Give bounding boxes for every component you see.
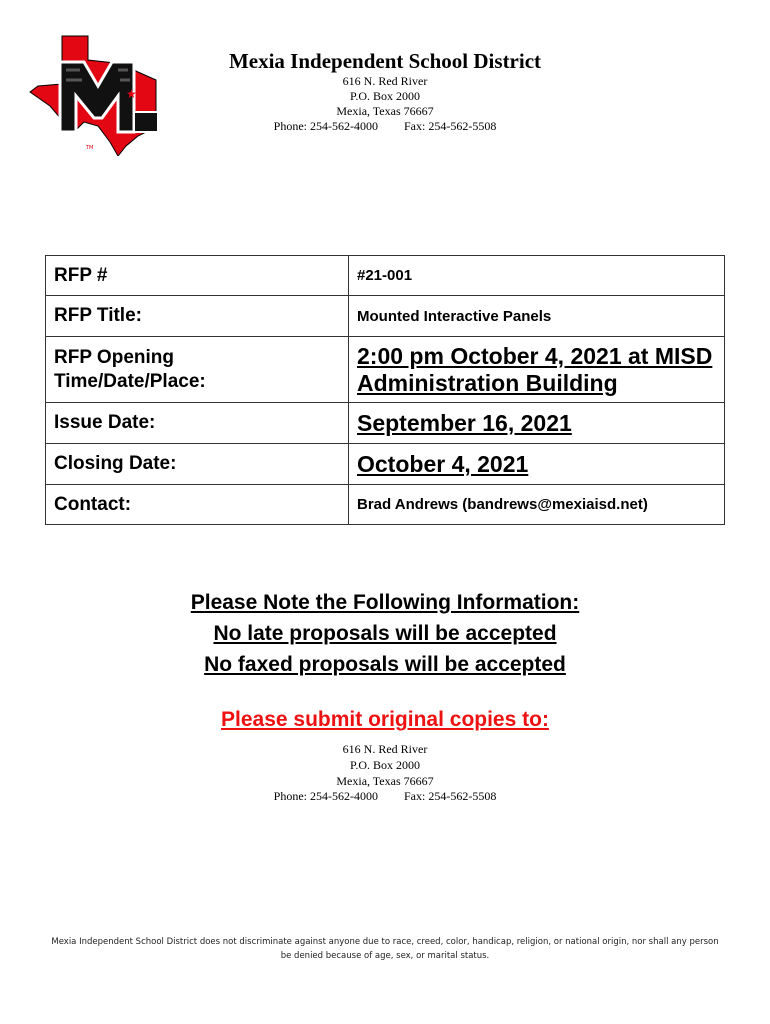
submit-city: Mexia, Texas 76667 (336, 774, 434, 788)
table-row (46, 256, 725, 296)
submit-heading: Please submit original copies to: (221, 708, 549, 731)
rfp-info-table (45, 255, 725, 525)
table-row (46, 296, 725, 337)
notes-heading: Please Note the Following Information: (190, 591, 580, 614)
district-logo (26, 34, 176, 156)
submit-address (0, 741, 770, 804)
header-fax: Fax: 254-562-5508 (404, 119, 497, 133)
footer-line2: be denied because of age, sex, or marital status. (280, 951, 490, 961)
header-contact-row (180, 119, 590, 134)
table-row (46, 403, 725, 444)
rfp-opening-value (349, 337, 725, 403)
rfp-number-value: #21-001 (349, 256, 725, 296)
district-header (180, 48, 590, 134)
submit-phone: Phone: 254-562-4000 (273, 789, 378, 803)
rfp-opening-value-line2: Administration Building (357, 369, 618, 396)
submit-contact-row (0, 789, 770, 804)
notes-faxed: No faxed proposals will be accepted (204, 653, 566, 676)
rfp-title-value: Mounted Interactive Panels (349, 296, 725, 337)
notes-late: No late proposals will be accepted (213, 622, 557, 645)
closing-date-label: Closing Date: (46, 444, 349, 485)
trademark-mark: TM (86, 145, 94, 151)
table-row (46, 337, 725, 403)
contact-value: Brad Andrews (bandrews@mexiaisd.net) (349, 485, 725, 525)
submit-street: 616 N. Red River (342, 742, 428, 756)
header-city: Mexia, Texas 76667 (336, 104, 434, 118)
header-street: 616 N. Red River (342, 74, 428, 88)
footer-line1: Mexia Independent School District does not discriminate against anyone due to race, creed, color, handicap, religion, or national origin, nor shall any person (51, 937, 719, 947)
table-row (46, 485, 725, 525)
notes-block (0, 587, 770, 680)
issue-date-label: Issue Date: (46, 403, 349, 444)
rfp-opening-label-line2: Time/Date/Place: (54, 370, 206, 392)
submit-pobox: P.O. Box 2000 (349, 758, 420, 772)
rfp-opening-value-line1: 2:00 pm October 4, 2021 at MISD (357, 342, 713, 369)
header-phone: Phone: 254-562-4000 (273, 119, 378, 133)
closing-date-value: October 4, 2021 (349, 444, 725, 485)
rfp-title-label: RFP Title: (46, 296, 349, 337)
rfp-number-label: RFP # (46, 256, 349, 296)
star-icon: ★ (126, 87, 137, 101)
submit-fax: Fax: 254-562-5508 (404, 789, 497, 803)
district-title: Mexia Independent School District (228, 49, 542, 73)
rfp-opening-label-line1: RFP Opening (54, 346, 174, 368)
nondiscrimination-footer (40, 935, 730, 963)
table-row (46, 444, 725, 485)
contact-label: Contact: (46, 485, 349, 525)
issue-date-value: September 16, 2021 (349, 403, 725, 444)
rfp-opening-label (46, 337, 349, 403)
header-pobox: P.O. Box 2000 (349, 89, 420, 103)
